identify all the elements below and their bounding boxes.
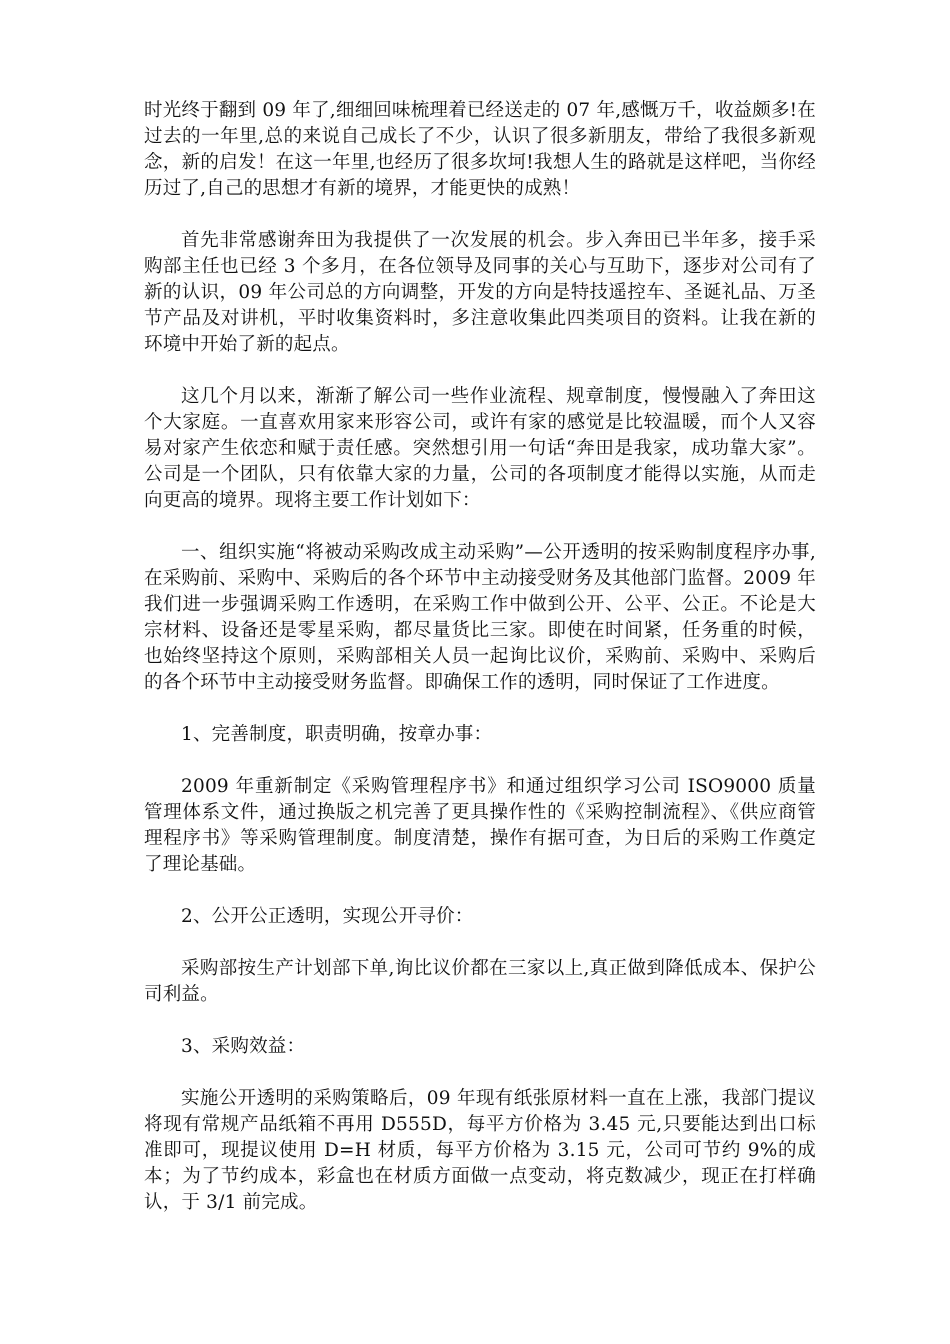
- intro-paragraph: 时光终于翻到 09 年了,细细回味梳理着已经送走的 07 年,感慨万千，收益颇多!在过去的一年里,总的来说自己成长了不少，认识了很多新朋友，带给了我很多新观念，新的启发！在这一年里,也经历了很多坎坷!我想人生的路就是这样吧，当你经历过了,自己的思想才有新的境界，才能更快的成熟！: [144, 100, 816, 199]
- section-heading-3: 3、采购效益：: [181, 1036, 306, 1057]
- company-family-paragraph: 这几个月以来，渐渐了解公司一些作业流程、规章制度，慢慢融入了奔田这个大家庭。一直喜欢用家来形容公司，或许有家的感觉是比较温暖，而个人又容易对家产生依恋和赋于责任感。突然想引用一句话“奔田是我家，成功靠大家”。公司是一个团队，只有依靠大家的力量，公司的各项制度才能得以实施，从而走向更高的境界。现将主要工作计划如下：: [144, 386, 816, 511]
- section-body-1: 2009 年重新制定《采购管理程序书》和通过组织学习公司 ISO9000 质量管理体系文件，通过换版之机完善了更具操作性的《采购控制流程》、《供应商管理程序书》等采购管理制度。制度清楚，操作有据可查，为日后的采购工作奠定了理论基础。: [144, 776, 816, 875]
- section-body-3: 实施公开透明的采购策略后，09 年现有纸张原材料一直在上涨，我部门提议将现有常规产品纸箱不再用 D555D，每平方价格为 3.45 元,只要能达到出口标准即可，现提议使用 D=H 材质，每平方价格为 3.15 元，公司可节约 9%的成本；为了节约成本，彩盒也在材质方面做一点变动，将克数减少，现正在打样确认，于 3/1 前完成。: [144, 1088, 816, 1213]
- plan-item-one-paragraph: 一、组织实施“将被动采购改成主动采购”—公开透明的按采购制度程序办事,在采购前、采购中、采购后的各个环节中主动接受财务及其他部门监督。2009 年我们进一步强调采购工作透明，在采购工作中做到公开、公平、公正。不论是大宗材料、设备还是零星采购，都尽量货比三家。即使在时间紧，任务重的时候，也始终坚持这个原则，采购部相关人员一起询比议价，采购前、采购中、采购后的各个环节中主动接受财务监督。即确保工作的透明，同时保证了工作进度。: [144, 542, 816, 693]
- gratitude-paragraph: 首先非常感谢奔田为我提供了一次发展的机会。步入奔田已半年多，接手采购部主任也已经 3 个多月，在各位领导及同事的关心与互助下，逐步对公司有了新的认识，09 年公司总的方向调整，开发的方向是特技遥控车、圣诞礼品、万圣节产品及对讲机，平时收集资料时，多注意收集此四类项目的资料。让我在新的环境中开始了新的起点。: [144, 230, 816, 355]
- section-heading-1: 1、完善制度，职责明确，按章办事：: [181, 724, 493, 745]
- document-body: [144, 98, 816, 1216]
- section-body-2: 采购部按生产计划部下单,询比议价都在三家以上,真正做到降低成本、保护公司利益。: [144, 958, 816, 1005]
- section-heading-2: 2、公开公正透明，实现公开寻价：: [181, 906, 474, 927]
